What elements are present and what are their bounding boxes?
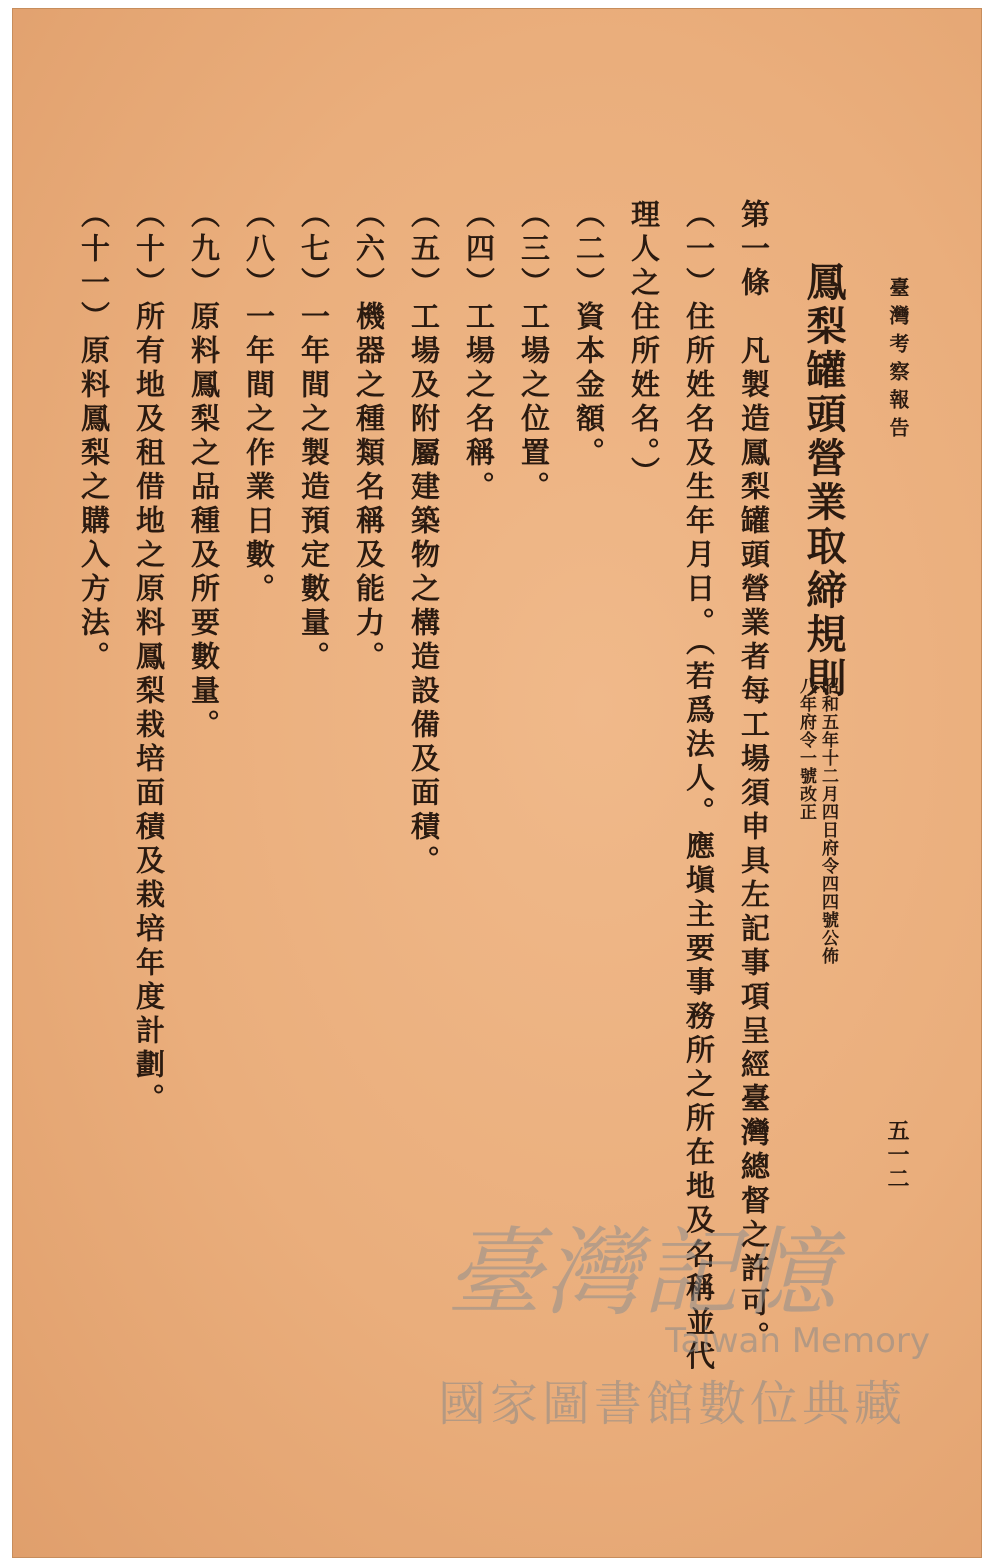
article-item-4: （四）工場之名稱。 [462,199,496,505]
law-note-line-2: 八年府令一號改正 [796,677,816,821]
article-intro: 凡製造鳳梨罐頭營業者每工場須申具左記事項呈經臺灣總督之許可。 [737,335,771,1355]
article-first-line [726,199,781,1399]
page-number: 五一二 [884,1119,910,1191]
running-header: 臺灣考察報告 [886,277,910,445]
watermark-library: 國家圖書館數位典藏 [438,1376,907,1432]
article-item-10: （十）所有地及租借地之原料鳳梨栽培面積及栽培年度計劃。 [132,199,166,1117]
article-item-2: （二）資本金額。 [572,199,606,471]
law-title: 鳳梨罐頭營業取締規則 [800,261,847,701]
article-item-8: （八）一年間之作業日數。 [242,199,276,607]
article-1 [66,199,781,1399]
watermark-english: Taiwan Memory [665,1321,930,1361]
article-heading: 第一條 [737,199,771,301]
article-item-7: （七）一年間之製造預定數量。 [297,199,331,675]
law-note-line-1: 昭和五年十二月四日府令四四號公佈 [818,677,838,965]
article-item-1: （一）住所姓名及生年月日。（若爲法人。應塡主要事務所之所在地及名稱並代理人之住所姓名。） [627,199,716,1375]
article-item-11: （十一）原料鳳梨之購入方法。 [77,199,111,675]
article-item-3: （三）工場之位置。 [517,199,551,505]
law-promulgation-note [795,677,839,965]
watermark-logo-text: 臺灣記憶 [446,1217,838,1329]
article-item-9: （九）原料鳳梨之品種及所要數量。 [187,199,221,743]
article-item-5: （五）工場及附屬建築物之構造設備及面積。 [407,199,441,879]
book-page [12,8,982,1558]
article-item-6: （六）機器之種類名稱及能力。 [352,199,386,675]
